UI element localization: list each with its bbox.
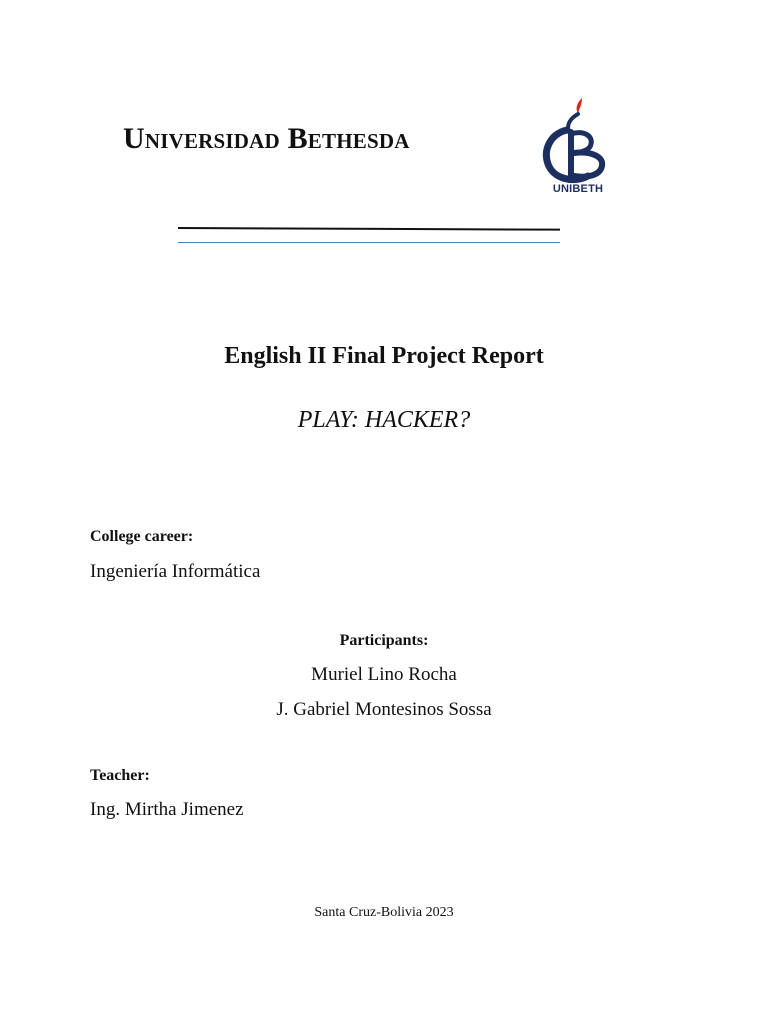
- header-rule-black: [178, 227, 560, 231]
- university-logo: [538, 96, 618, 202]
- participants-label: Participants:: [339, 632, 429, 649]
- teacher-value: Ing. Mirtha Jimenez: [90, 799, 244, 820]
- college-career-value: Ingeniería Informática: [90, 561, 261, 582]
- header-rule-blue: [178, 242, 560, 243]
- participant-name: Muriel Lino Rocha: [311, 664, 457, 685]
- teacher-label: Teacher:: [90, 767, 150, 784]
- university-name: Universidad Bethesda: [123, 122, 410, 155]
- logo-text: UNIBETH: [552, 183, 604, 195]
- unibeth-logo-icon: [538, 96, 618, 184]
- report-title: English II Final Project Report: [224, 343, 544, 369]
- participant-name: J. Gabriel Montesinos Sossa: [276, 699, 492, 720]
- footer-place-year: Santa Cruz-Bolivia 2023: [314, 905, 454, 920]
- play-title: PLAY: HACKER?: [297, 407, 471, 433]
- college-career-label: College career:: [90, 528, 194, 545]
